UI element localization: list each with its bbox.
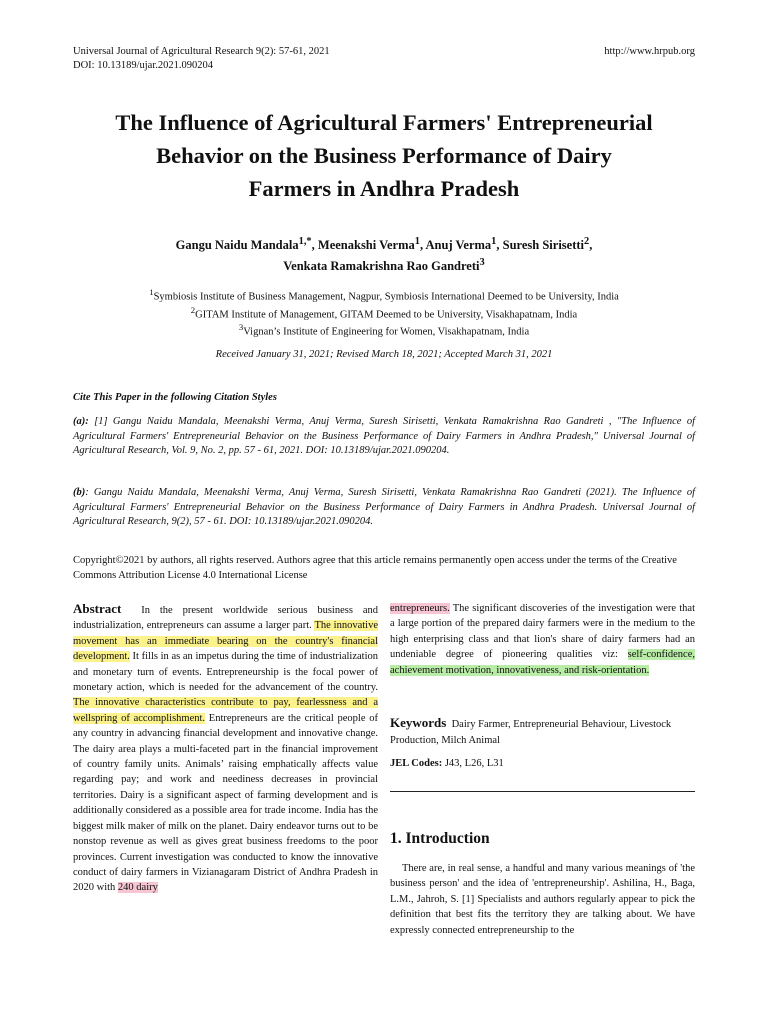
affiliation-sup: 2 xyxy=(190,304,196,315)
citation-b-label: (b) xyxy=(73,487,86,498)
abstract-continued xyxy=(390,601,695,678)
jel-values: J43, L26, L31 xyxy=(442,758,504,769)
abstract-heading: Abstract xyxy=(73,601,122,616)
abstract-text: The significant discoveries of the investigation were that a large portion of the prepared dairy farmers were in the medium to the high enterprising class and that lion's share of dairy farmers had an undeniable degree of pioneering qualities viz: xyxy=(390,603,695,661)
affiliation-1 xyxy=(60,286,708,304)
title-line-2: Behavior on the Business Performance of Dairy xyxy=(156,143,612,168)
author-name: , Suresh Sirisetti xyxy=(496,238,584,253)
author-sup: 2 xyxy=(584,236,590,247)
citation-heading: Cite This Paper in the following Citation Styles xyxy=(73,392,277,403)
jel-codes xyxy=(390,758,504,769)
abstract-column xyxy=(73,601,378,896)
affiliation-text: GITAM Institute of Management, GITAM Deemed to be University, Visakhapatnam, India xyxy=(195,309,578,320)
abstract-text: In the present worldwide serious business and industrialization, entrepreneurs can assume a larger part. xyxy=(73,605,378,632)
citation-b-text: : Gangu Naidu Mandala, Meenakshi Verma, Anuj Verma, Suresh Sirisetti, Venkata Ramakrishna Rao Gandreti (2021). The Influence of Agricultural Farmers' Entrepreneurial Behavior on the Business Performance of Dairy Farmers in Andhra Pradesh. Universal Journal of Agricultural Research, 9(2), 57 - 61. DOI: 10.13189/ujar.2021.090204. xyxy=(73,487,695,527)
copyright-notice: Copyright©2021 by authors, all rights reserved. Authors agree that this article remains permanently open access under the terms of the Creative Commons Attribution License 4.0 International License xyxy=(73,555,677,581)
received-dates: Received January 31, 2021; Revised March 18, 2021; Accepted March 31, 2021 xyxy=(215,349,553,360)
highlight-pink: entrepreneurs. xyxy=(390,603,450,614)
introduction-heading: 1. Introduction xyxy=(390,830,490,847)
introduction-text: There are, in real sense, a handful and many various meanings of 'the business person' and the idea of 'entrepreneurship'. Ashilina, H., Baga, L.M., Jahroh, S. [1] Specialists and authors regularly appear to pick the definition that best fits the territory they are talking about. We have expressly connected entrepreneurship to the xyxy=(390,863,695,936)
journal-url-link[interactable]: http://www.hrpub.org xyxy=(604,46,695,57)
author-separator: , xyxy=(589,238,593,253)
title-line-1: The Influence of Agricultural Farmers' Entrepreneurial xyxy=(115,110,653,135)
author-name: Gangu Naidu Mandala xyxy=(175,238,299,253)
keywords-text: Dairy Farmer, Entrepreneurial Behaviour, Livestock Production, Milch Animal xyxy=(390,719,672,746)
author-sup: 3 xyxy=(479,257,485,269)
author-name: , Meenakshi Verma xyxy=(311,238,415,253)
affiliations xyxy=(60,286,708,339)
author-name: Venkata Ramakrishna Rao Gandreti xyxy=(283,259,480,274)
citation-b xyxy=(73,486,695,530)
abstract-text: It fills in as an impetus during the time of industrialization and monetary turn of events. Entrepreneurship is the focal power of monetary action, which is needed for the advancement of the country. xyxy=(73,651,378,694)
affiliation-2 xyxy=(60,304,708,322)
highlight-yellow: The innovative characteristics contribute to pay, fearlessness and a wellspring of accomplishment. xyxy=(73,697,378,724)
abstract-text: Entrepreneurs are the critical people of any country in advancing financial development and innovative change. The dairy area plays a multi-faceted part in the financial improvement of country family units. Animals’ raising emphatically affects value regarding pay; and work and neediness decreases in provincial territories. Dairy is a significant aspect of farming development and is additionally considered as a possible area for trade income. India has the biggest milk maker of milk on the planet. Dairy endeavor turns out to be nonstop revenue as well as gives great business freedoms to the poor provinces. Current investigation was conducted to know the innovative conduct of dairy farmers in Vizianagaram District of Andhra Pradesh in 2020 with xyxy=(73,712,378,894)
title-line-3: Farmers in Andhra Pradesh xyxy=(248,176,520,201)
doi-line: DOI: 10.13189/ujar.2021.090204 xyxy=(73,60,213,71)
author-sup: 1 xyxy=(414,236,420,247)
keywords xyxy=(390,715,695,749)
affiliation-text: Vignan’s Institute of Engineering for Women, Visakhapatnam, India xyxy=(243,326,530,338)
journal-line: Universal Journal of Agricultural Research 9(2): 57-61, 2021 xyxy=(73,46,330,57)
paper-title xyxy=(60,106,708,205)
author-list xyxy=(60,233,708,275)
affiliation-sup: 1 xyxy=(149,287,154,297)
affiliation-3 xyxy=(60,321,708,339)
keywords-heading: Keywords xyxy=(390,715,447,730)
affiliation-sup: 3 xyxy=(238,322,244,332)
section-divider xyxy=(390,791,695,792)
author-sup: 1,* xyxy=(298,236,312,247)
citation-a-text: [1] Gangu Naidu Mandala, Meenakshi Verma, Anuj Verma, Suresh Sirisetti, Venkata Ramakrishna Rao Gandreti , "The Influence of Agricultural Farmers' Entrepreneurial Behavior on the Business Performance of Dairy Farmers in Andhra Pradesh," Universal Journal of Agricultural Research, Vol. 9, No. 2, pp. 57 - 61, 2021. DOI: 10.13189/ujar.2021.090204. xyxy=(73,416,695,456)
journal-header xyxy=(73,45,330,73)
highlight-pink: 240 dairy xyxy=(117,882,158,894)
citation-a-label: (a): xyxy=(73,416,89,427)
author-sup: 1 xyxy=(491,236,497,247)
jel-label: JEL Codes: xyxy=(390,758,443,769)
affiliation-text: Symbiosis Institute of Business Management, Nagpur, Symbiosis International Deemed to be University, India xyxy=(153,291,619,303)
highlight-yellow: The innovative movement has an immediate bearing on the country's financial development. xyxy=(73,620,378,663)
citation-a xyxy=(73,415,695,459)
author-name: , Anuj Verma xyxy=(419,238,492,253)
highlight-green: self-confidence, achievement motivation, innovativeness, and risk-orientation. xyxy=(390,649,695,676)
